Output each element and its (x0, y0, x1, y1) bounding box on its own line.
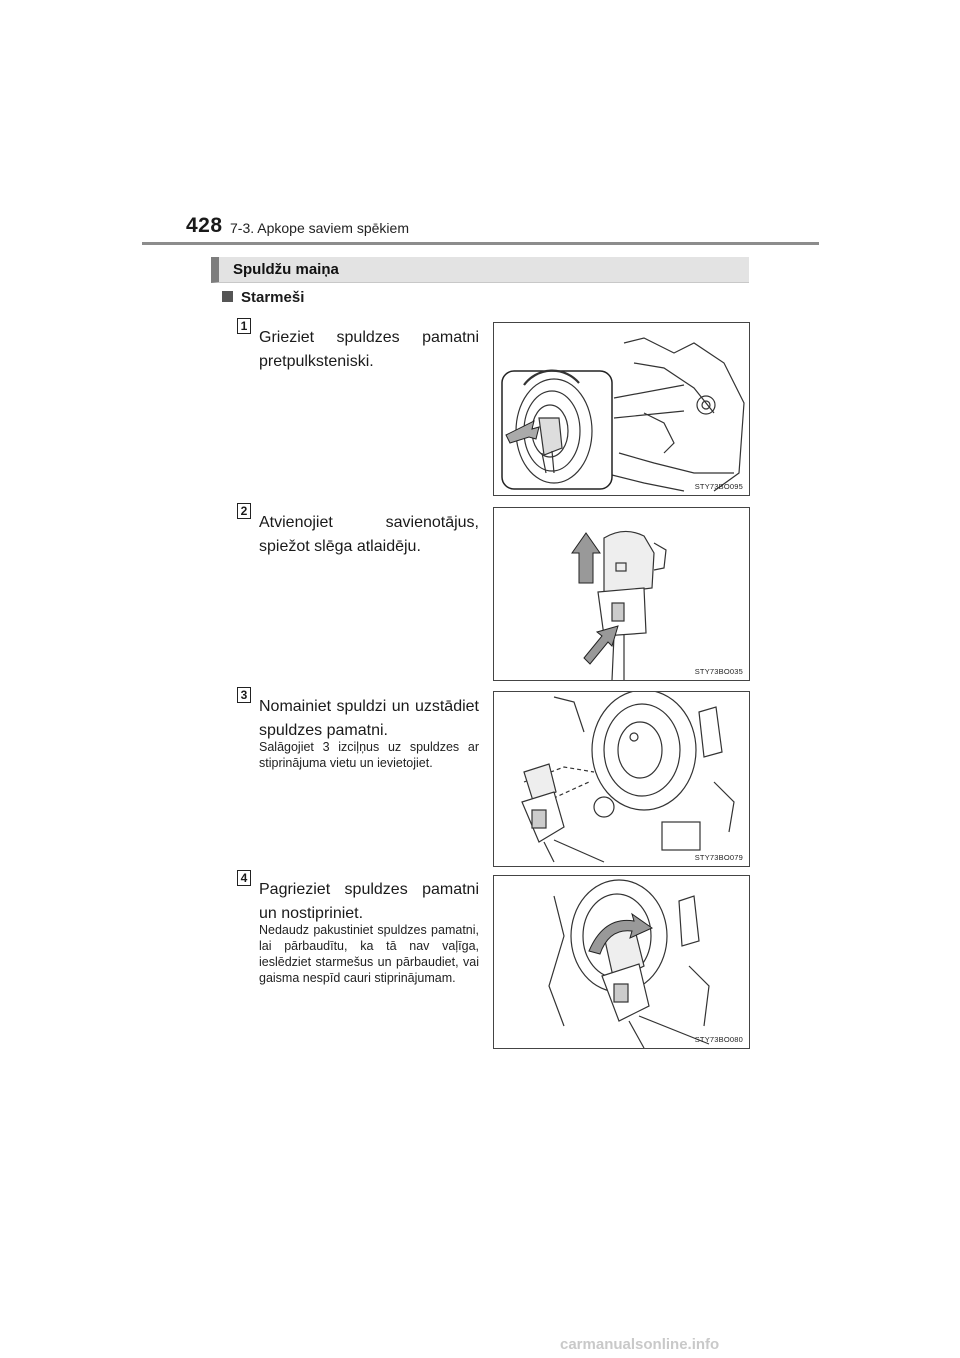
step-instruction: Nomainiet spuldzi un uzstādiet spuldzes pamatni. (259, 698, 479, 739)
watermark: carmanualsonline.info (560, 1336, 720, 1353)
step-number-badge: 4 (237, 870, 251, 886)
section-heading-bar (211, 257, 749, 283)
square-bullet-icon (222, 291, 233, 302)
figure-code: STY73BO095 (694, 482, 743, 491)
step-instruction: Grieziet spuldzes pamatni pretpulksteniski. (259, 329, 479, 370)
bulb-install-illustration (494, 692, 749, 866)
header-divider (142, 242, 819, 245)
figure-code: STY73BO035 (694, 667, 743, 676)
step-instruction: Pagrieziet spuldzes pamatni un nostipriniet. (259, 881, 479, 922)
figure-step-4 (493, 875, 750, 1049)
figure-code: STY73BO079 (694, 853, 743, 862)
chapter-title: 7-3. Apkope saviem spēkiem (230, 220, 409, 236)
step-note: Salāgojiet 3 izciļņus uz spuldzes ar stiprinājuma vietu un ievietojiet. (259, 740, 479, 770)
step-number-badge: 3 (237, 687, 251, 703)
figure-code: STY73BO080 (694, 1035, 743, 1044)
step-number-badge: 2 (237, 503, 251, 519)
step-instruction: Atvienojiet savienotājus, spiežot slēga atlaidēju. (259, 514, 479, 555)
figure-step-1 (493, 322, 750, 496)
subsection-heading (222, 289, 304, 306)
figure-step-3 (493, 691, 750, 867)
bulb-lock-illustration (494, 876, 749, 1048)
step-number-badge: 1 (237, 318, 251, 334)
bulb-base-rotate-illustration (494, 323, 749, 495)
figure-step-2 (493, 507, 750, 681)
step-note: Nedaudz pakustiniet spuldzes pamatni, lai pārbaudītu, ka tā nav vaļīga, ieslēdziet starmešus un pārbaudiet, vai gaisma nespīd cauri stiprinājumam. (259, 923, 479, 985)
subsection-title: Starmeši (241, 289, 305, 306)
connector-release-illustration (494, 508, 749, 680)
page-number: 428 (186, 214, 223, 237)
section-title: Spuldžu maiņa (233, 261, 339, 278)
